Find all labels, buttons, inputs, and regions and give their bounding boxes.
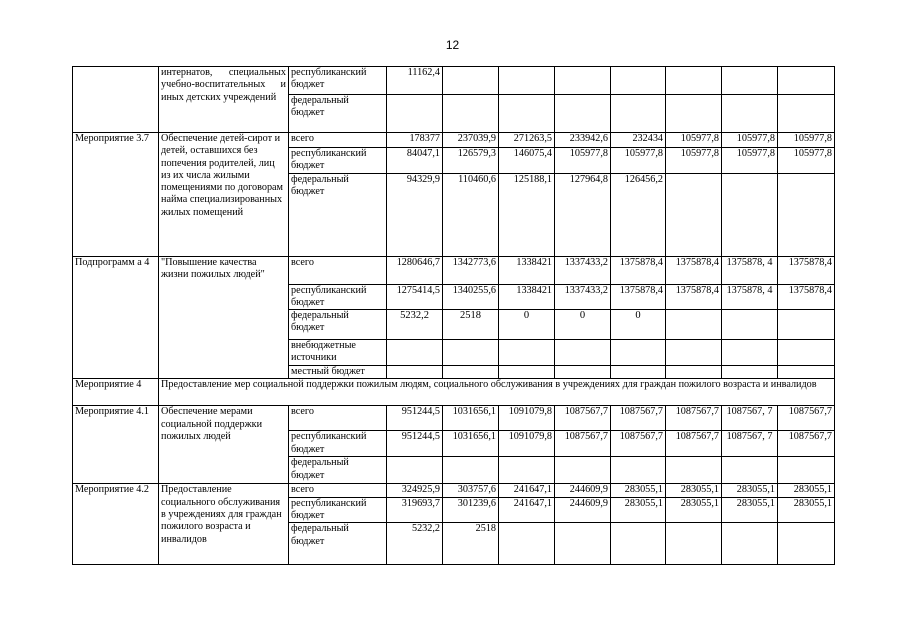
value-cell [611,366,666,379]
value-cell: 1087567, 7 [722,431,778,457]
funding-source: республиканский бюджет [289,67,387,95]
value-cell [722,310,778,340]
value-cell: 178377 [387,133,443,148]
value-cell: 1340255,6 [443,284,499,310]
measure-name: "Повышение качества жизни пожилых людей" [159,256,289,379]
value-cell [443,366,499,379]
value-cell [499,67,555,95]
value-cell: 1375878, 4 [722,256,778,284]
value-cell [778,457,835,484]
value-cell: 105977,8 [778,148,835,174]
measure-name: Обеспечение мерами социальной поддержки пожилых людей [159,406,289,484]
value-cell: 94329,9 [387,173,443,256]
value-cell: 232434 [611,133,666,148]
value-cell: 1375878,4 [778,284,835,310]
value-cell: 1031656,1 [443,431,499,457]
value-cell: 1375878,4 [611,256,666,284]
value-cell: 283055,1 [778,484,835,497]
value-cell: 271263,5 [499,133,555,148]
value-cell: 951244,5 [387,431,443,457]
measure-name: Предоставление социального обслуживания в учреждениях для граждан пожилого возраста и инвалидов [159,484,289,565]
value-cell: 1091079,8 [499,431,555,457]
value-cell: 1337433,2 [555,284,611,310]
funding-source: местный бюджет [289,366,387,379]
value-cell [499,366,555,379]
value-cell: 0 [499,310,555,340]
value-cell [666,310,722,340]
value-cell [611,95,666,133]
value-cell: 319693,7 [387,497,443,523]
value-cell: 84047,1 [387,148,443,174]
value-cell [778,340,835,366]
funding-source: всего [289,406,387,431]
value-cell [499,457,555,484]
value-cell: 237039,9 [443,133,499,148]
value-cell: 241647,1 [499,497,555,523]
value-cell: 233942,6 [555,133,611,148]
measure-code [73,67,159,133]
value-cell [555,67,611,95]
value-cell [611,67,666,95]
value-cell: 1338421 [499,284,555,310]
value-cell: 324925,9 [387,484,443,497]
value-cell: 301239,6 [443,497,499,523]
value-cell [499,95,555,133]
value-cell: 1337433,2 [555,256,611,284]
value-cell [722,366,778,379]
value-cell [778,95,835,133]
measure-name: интернатов, специальных учебно-воспитательных и иных детских учреждений [159,67,289,133]
measure-code: Мероприятие 4.1 [73,406,159,484]
value-cell [666,95,722,133]
value-cell: 105977,8 [555,148,611,174]
value-cell: 1342773,6 [443,256,499,284]
value-cell: 2518 [443,523,499,565]
value-cell: 5232,2 [387,310,443,340]
funding-source: всего [289,484,387,497]
value-cell [387,457,443,484]
table-row [73,256,835,284]
value-cell: 0 [555,310,611,340]
value-cell: 283055,1 [666,497,722,523]
funding-source: федеральный бюджет [289,173,387,256]
value-cell [443,95,499,133]
value-cell: 105977,8 [778,133,835,148]
table-row [73,67,835,95]
value-cell [611,340,666,366]
funding-source: федеральный бюджет [289,310,387,340]
value-cell [443,67,499,95]
funding-source: внебюджетные источники [289,340,387,366]
value-cell: 105977,8 [722,133,778,148]
value-cell: 1375878,4 [611,284,666,310]
funding-source: всего [289,133,387,148]
value-cell [555,457,611,484]
value-cell: 5232,2 [387,523,443,565]
value-cell: 1087567,7 [778,406,835,431]
value-cell: 146075,4 [499,148,555,174]
value-cell [722,340,778,366]
value-cell [778,310,835,340]
table-row [73,133,835,148]
value-cell [387,95,443,133]
value-cell [387,340,443,366]
value-cell [499,340,555,366]
table-row [73,406,835,431]
funding-source: федеральный бюджет [289,457,387,484]
value-cell: 1091079,8 [499,406,555,431]
value-cell: 1338421 [499,256,555,284]
value-cell [778,523,835,565]
value-cell: 105977,8 [666,133,722,148]
value-cell: 1275414,5 [387,284,443,310]
value-cell [778,173,835,256]
value-cell: 127964,8 [555,173,611,256]
value-cell: 125188,1 [499,173,555,256]
value-cell: 105977,8 [722,148,778,174]
value-cell [666,366,722,379]
value-cell [443,457,499,484]
funding-source: всего [289,256,387,284]
value-cell: 110460,6 [443,173,499,256]
measure-code: Мероприятие 4.2 [73,484,159,565]
value-cell: 1031656,1 [443,406,499,431]
value-cell [666,67,722,95]
value-cell [666,173,722,256]
value-cell: 1375878, 4 [722,284,778,310]
value-cell: 951244,5 [387,406,443,431]
value-cell: 1087567,7 [555,431,611,457]
funding-source: республиканский бюджет [289,284,387,310]
funding-source: федеральный бюджет [289,523,387,565]
value-cell [611,523,666,565]
value-cell [555,340,611,366]
value-cell [555,366,611,379]
value-cell: 241647,1 [499,484,555,497]
value-cell: 283055,1 [722,484,778,497]
value-cell [666,457,722,484]
value-cell [722,173,778,256]
measure-code: Мероприятие 3.7 [73,133,159,257]
value-cell [443,340,499,366]
value-cell: 1087567, 7 [722,406,778,431]
value-cell: 126579,3 [443,148,499,174]
funding-source: республиканский бюджет [289,148,387,174]
value-cell: 11162,4 [387,67,443,95]
measure-code: Мероприятие 4 [73,379,159,406]
value-cell: 1087567,7 [666,431,722,457]
funding-source: федеральный бюджет [289,95,387,133]
value-cell [722,523,778,565]
value-cell: 303757,6 [443,484,499,497]
value-cell: 1087567,7 [555,406,611,431]
value-cell: 1280646,7 [387,256,443,284]
value-cell: 283055,1 [611,497,666,523]
table-row [73,379,835,406]
value-cell: 1087567,7 [611,406,666,431]
value-cell: 283055,1 [611,484,666,497]
value-cell: 105977,8 [666,148,722,174]
value-cell: 283055,1 [778,497,835,523]
value-cell: 0 [611,310,666,340]
value-cell: 1087567,7 [611,431,666,457]
value-cell [778,67,835,95]
value-cell: 2518 [443,310,499,340]
page-number: 12 [445,38,460,52]
value-cell [387,366,443,379]
value-cell: 283055,1 [722,497,778,523]
measure-name: Предоставление мер социальной поддержки пожилым людям, социального обслуживания в учреждениях для граждан пожилого возраста и инвалидов [159,379,835,406]
value-cell [666,340,722,366]
measure-name: Обеспечение детей-сирот и детей, оставшихся без попечения родителей, лиц из их числа жилыми помещениями по договорам найма специализированных жилых помещений [159,133,289,257]
value-cell: 105977,8 [611,148,666,174]
value-cell: 1375878,4 [666,256,722,284]
value-cell [499,523,555,565]
value-cell: 1375878,4 [666,284,722,310]
budget-table [72,66,835,565]
value-cell: 126456,2 [611,173,666,256]
table-row [73,484,835,497]
funding-source: республиканский бюджет [289,431,387,457]
value-cell: 1375878,4 [778,256,835,284]
value-cell [722,67,778,95]
value-cell [555,95,611,133]
value-cell: 244609,9 [555,497,611,523]
value-cell [555,523,611,565]
value-cell [722,95,778,133]
value-cell [666,523,722,565]
value-cell [611,457,666,484]
value-cell: 1087567,7 [666,406,722,431]
funding-source: республиканский бюджет [289,497,387,523]
value-cell [722,457,778,484]
value-cell: 1087567,7 [778,431,835,457]
value-cell: 283055,1 [666,484,722,497]
value-cell: 244609,9 [555,484,611,497]
measure-code: Подпрограмм а 4 [73,256,159,379]
value-cell [778,366,835,379]
